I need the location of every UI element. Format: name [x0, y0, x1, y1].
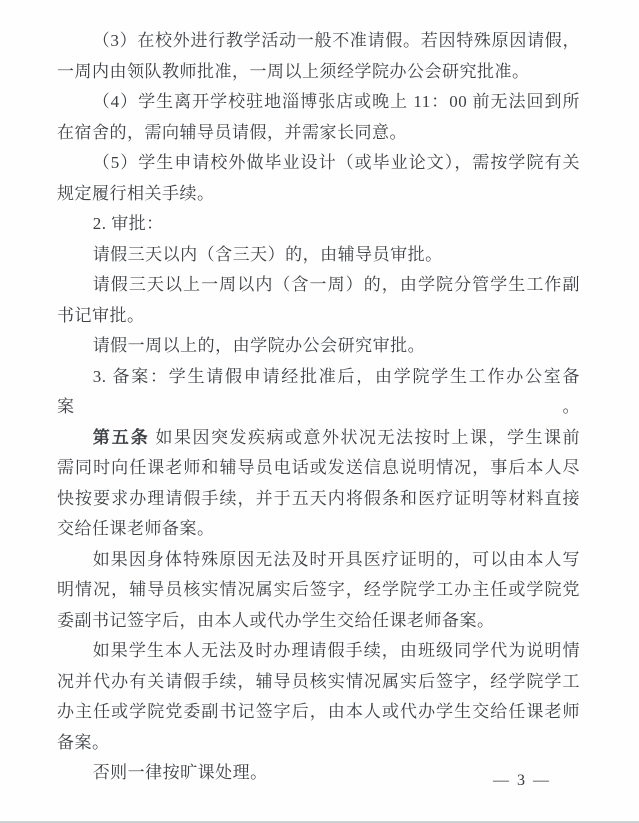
text-line: 办主任或学院党委副书记签字后，由本人或代办学生交给任课老师	[57, 702, 580, 721]
paragraph	[57, 209, 580, 240]
text-line: 请假三天以内（含三天）的，由辅导员审批。	[92, 244, 443, 264]
paragraph	[57, 240, 580, 271]
text-line: （5）学生申请校外做毕业设计（或毕业论文），需按学院有关	[92, 153, 580, 172]
text-line: 明情况，辅导员核实情况属实后签字，经学院学工办主任或学院党	[57, 580, 580, 599]
paragraph	[57, 545, 580, 637]
text-line: 规定履行相关手续。	[57, 183, 215, 203]
text-line: 2. 审批：	[92, 214, 164, 233]
text-line: 否则一律按旷课处理。	[92, 763, 268, 782]
paragraph	[57, 26, 580, 87]
text-line: 请假一周以上的，由学院办公会研究审批。	[92, 336, 426, 355]
text-line: 在宿舍的，需向辅导员请假，并需家长同意。	[57, 122, 407, 142]
text-line: 交给任课老师备案。	[57, 519, 215, 538]
text-line: 快按要求办理请假手续，并于五天内将假条和医疗证明等材料直接	[57, 488, 580, 508]
text-line: 3. 备案：学生请假申请经批准后，由学院学生工作办公室备案。	[57, 366, 580, 416]
text-line: 书记审批。	[57, 305, 145, 325]
text-line: 如果学生本人无法及时办理请假手续，由班级同学代为说明情	[92, 641, 580, 660]
paragraph	[57, 87, 580, 148]
text-line: 请假三天以上一周以内（含一周）的，由学院分管学生工作副	[92, 275, 580, 294]
text-line: 况并代办有关请假手续，辅导员核实情况属实后签字，经学院学工	[57, 671, 580, 691]
paragraph	[57, 331, 580, 362]
text-line: 需同时向任课老师和辅导员电话或发送信息说明情况，事后本人尽	[57, 458, 580, 477]
text-line: 第五条 如果因突发疾病或意外状况无法按时上课，学生课前	[92, 427, 581, 447]
text-line: 一周内由领队教师批准，一周以上须经学院办公会研究批准。	[57, 61, 530, 81]
bold-lead: 第五条	[92, 427, 150, 447]
paragraph	[57, 423, 580, 545]
text-line: 备案。	[57, 732, 110, 752]
text-line: （4）学生离开学校驻地淄博张店或晚上 11：00 前无法回到所	[92, 92, 580, 111]
paragraph	[57, 148, 580, 209]
document-body	[57, 0, 580, 789]
paragraph	[57, 270, 580, 331]
text-line: 如果因身体特殊原因无法及时开具医疗证明的，可以由本人写	[92, 549, 580, 569]
paragraph	[57, 636, 580, 758]
page-number: — 3 —	[493, 772, 551, 789]
text-line: 委副书记签字后，由本人或代办学生交给任课老师备案。	[57, 610, 495, 630]
paragraph	[57, 362, 580, 423]
text-line: （3）在校外进行教学活动一般不准请假。若因特殊原因请假，	[92, 31, 580, 50]
